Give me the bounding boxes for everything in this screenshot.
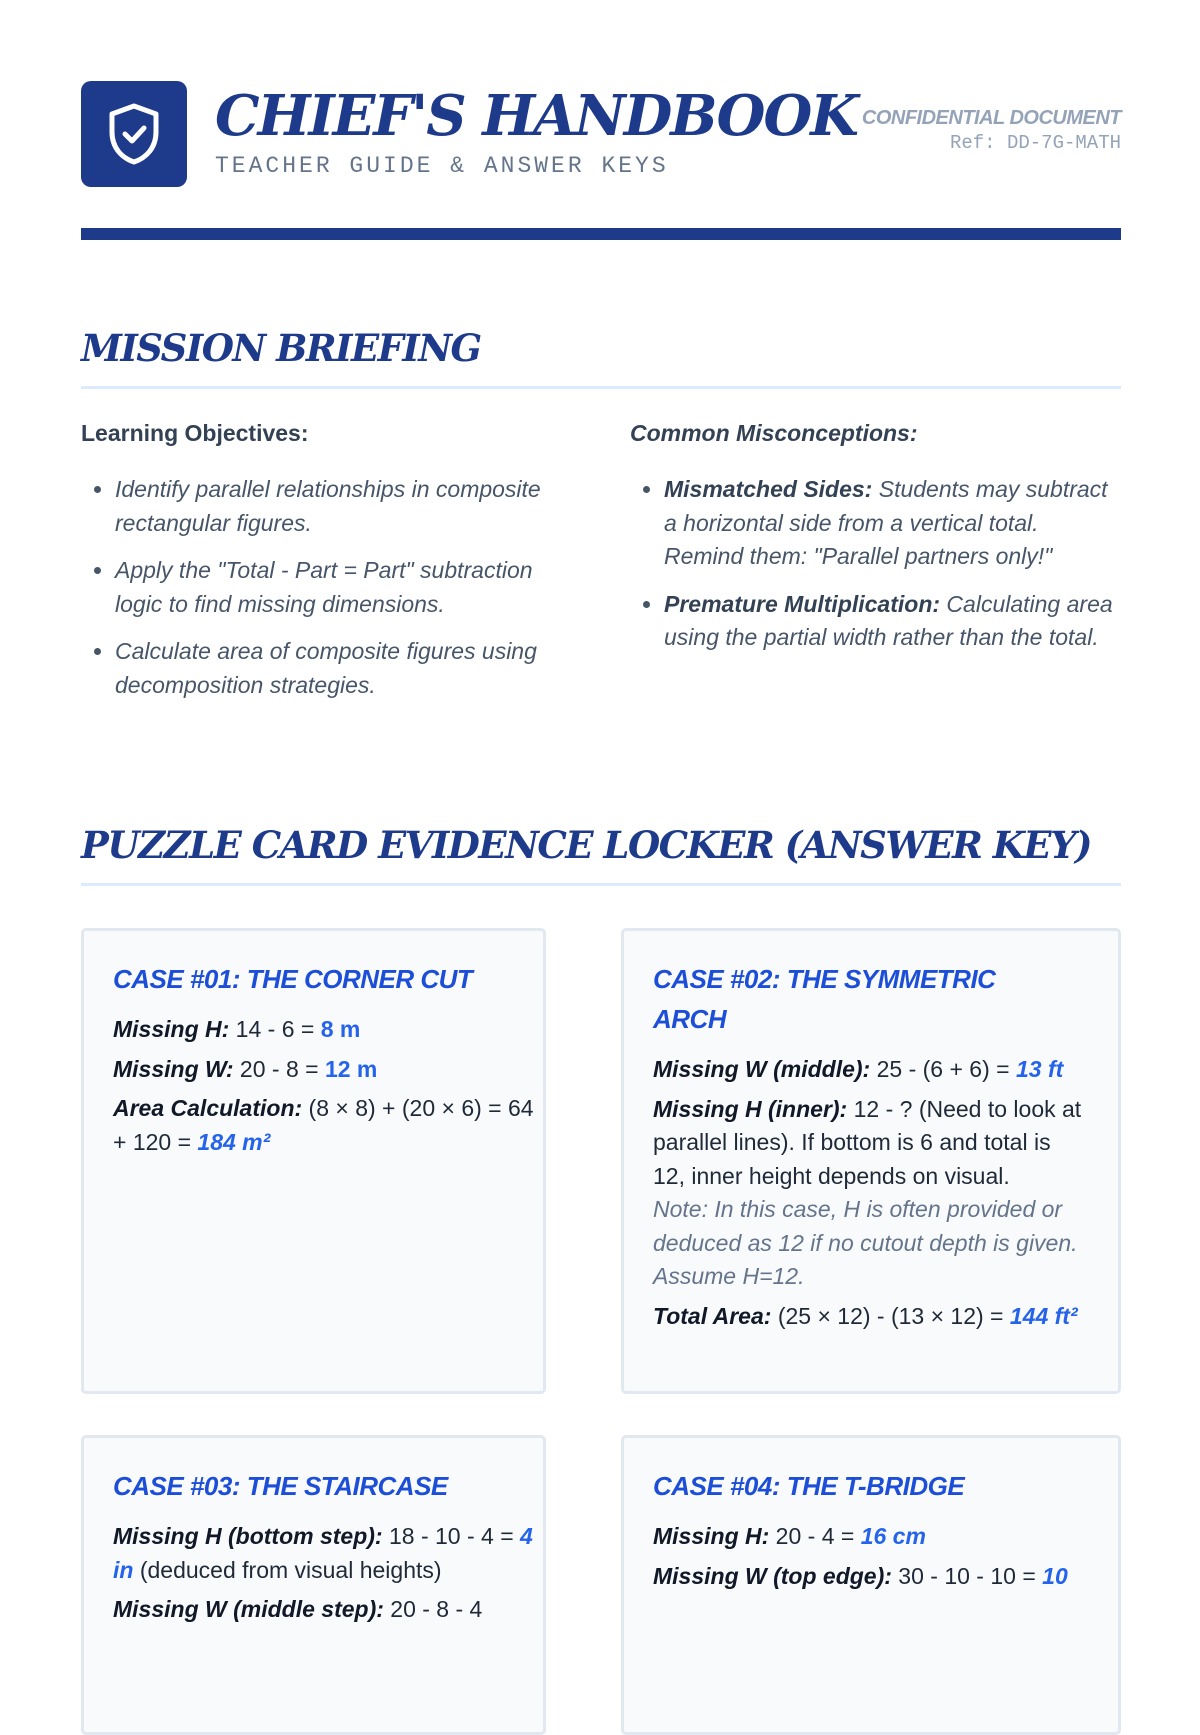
line-label: Missing W (top edge): (653, 1562, 892, 1589)
line-text: (25 × 12) - (13 × 12) = (771, 1302, 1010, 1329)
case-line (113, 1520, 543, 1587)
header (81, 81, 1121, 189)
case-line (113, 1092, 543, 1159)
case-card-04 (621, 1435, 1121, 1735)
evidence-locker-heading: PUZZLE CARD EVIDENCE LOCKER (ANSWER KEY) (81, 823, 1121, 886)
case-card-03 (81, 1435, 546, 1735)
objective-item: • Identify parallel relationships in composite rectangular figures. (115, 473, 581, 540)
case-card-02 (621, 928, 1121, 1394)
case-card-01 (81, 928, 546, 1394)
answer: 13 ft (1015, 1056, 1064, 1082)
line-text: 20 - 8 = (233, 1055, 325, 1082)
answer: 12 m (324, 1055, 378, 1082)
case-title: CASE #02: THE SYMMETRIC ARCH (653, 964, 996, 1034)
case-title: CASE #03: THE STAIRCASE (113, 1471, 448, 1501)
line-label: Missing H (inner): (653, 1095, 848, 1122)
answer: 184 m² (197, 1128, 271, 1155)
line-label: Missing H (bottom step): (113, 1523, 383, 1549)
answer: 144 ft² (1009, 1302, 1078, 1329)
case-line (653, 1560, 1083, 1594)
confidential-label: CONFIDENTIAL DOCUMENT (861, 107, 1121, 129)
reference-code: Ref: DD-7G-MATH (949, 132, 1121, 154)
misconception-label: Premature Multiplication: (664, 590, 941, 617)
shield-check-icon (81, 81, 187, 187)
case-line (653, 1053, 1083, 1087)
mission-briefing-heading: MISSION BRIEFING (81, 326, 1121, 389)
confidential-block (862, 107, 1121, 154)
objective-item: • Apply the "Total - Part = Part" subtraction logic to find missing dimensions. (115, 554, 581, 621)
case-line (113, 1013, 543, 1047)
misconception-item (664, 588, 1121, 655)
document-title: CHIEF'S HANDBOOK (215, 83, 857, 149)
line-label: Missing W: (113, 1055, 234, 1082)
line-label: Missing W (middle step): (113, 1596, 384, 1622)
answer: 16 cm (860, 1523, 926, 1549)
line-text: (8 × 8) + (20 × 6) = 64 + 120 = (113, 1095, 534, 1155)
case-title: CASE #01: THE CORNER CUT (113, 964, 473, 994)
line-label: Missing H: (113, 1016, 230, 1042)
line-label: Missing H: (653, 1523, 770, 1549)
document-subtitle: TEACHER GUIDE & ANSWER KEYS (215, 153, 669, 179)
case-line (653, 1300, 1083, 1334)
misconception-text: Calculating area using the partial width rather than the total. (664, 590, 1113, 650)
line-label: Missing W (middle): (653, 1056, 871, 1082)
case-title: CASE #04: THE T-BRIDGE (653, 1471, 965, 1501)
answer: 10 (1042, 1562, 1068, 1589)
line-text: (deduced from visual heights) (133, 1556, 442, 1583)
header-divider (81, 228, 1121, 240)
line-text: 20 - 4 = (769, 1523, 861, 1549)
misconceptions-title: Common Misconceptions: (630, 420, 918, 446)
case-line (653, 1520, 1083, 1554)
case-line (113, 1053, 543, 1087)
objectives-title: Learning Objectives: (81, 420, 309, 446)
misconception-label: Mismatched Sides: (664, 476, 873, 502)
line-text: 20 - 8 - 4 (383, 1596, 483, 1622)
objective-item: • Calculate area of composite figures using decomposition strategies. (115, 635, 581, 702)
answer: 4 in (113, 1523, 533, 1583)
line-text: 18 - 10 - 4 = (382, 1523, 521, 1549)
misconception-item (664, 473, 1121, 574)
line-text: 25 - (6 + 6) = (870, 1056, 1016, 1082)
case-line (653, 1093, 1083, 1294)
learning-objectives (81, 420, 581, 716)
misconception-text: Students may subtract a horizontal side from a vertical total. Remind them: "Parallel partners only!" (664, 476, 1108, 569)
case-line (113, 1593, 543, 1627)
answer: 8 m (320, 1016, 361, 1042)
line-text: 14 - 6 = (229, 1016, 321, 1042)
line-text: 30 - 10 - 10 = (891, 1562, 1043, 1589)
case-note: Note: In this case, H is often provided or deduced as 12 if no cutout depth is given. Assume H=12. (653, 1196, 1078, 1289)
line-label: Area Calculation: (113, 1095, 303, 1121)
line-text: 12 - ? (Need to look at parallel lines). If bottom is 6 and total is 12, inner height depends on visual. (653, 1095, 1082, 1189)
common-misconceptions (630, 420, 1121, 669)
line-label: Total Area: (653, 1302, 772, 1329)
